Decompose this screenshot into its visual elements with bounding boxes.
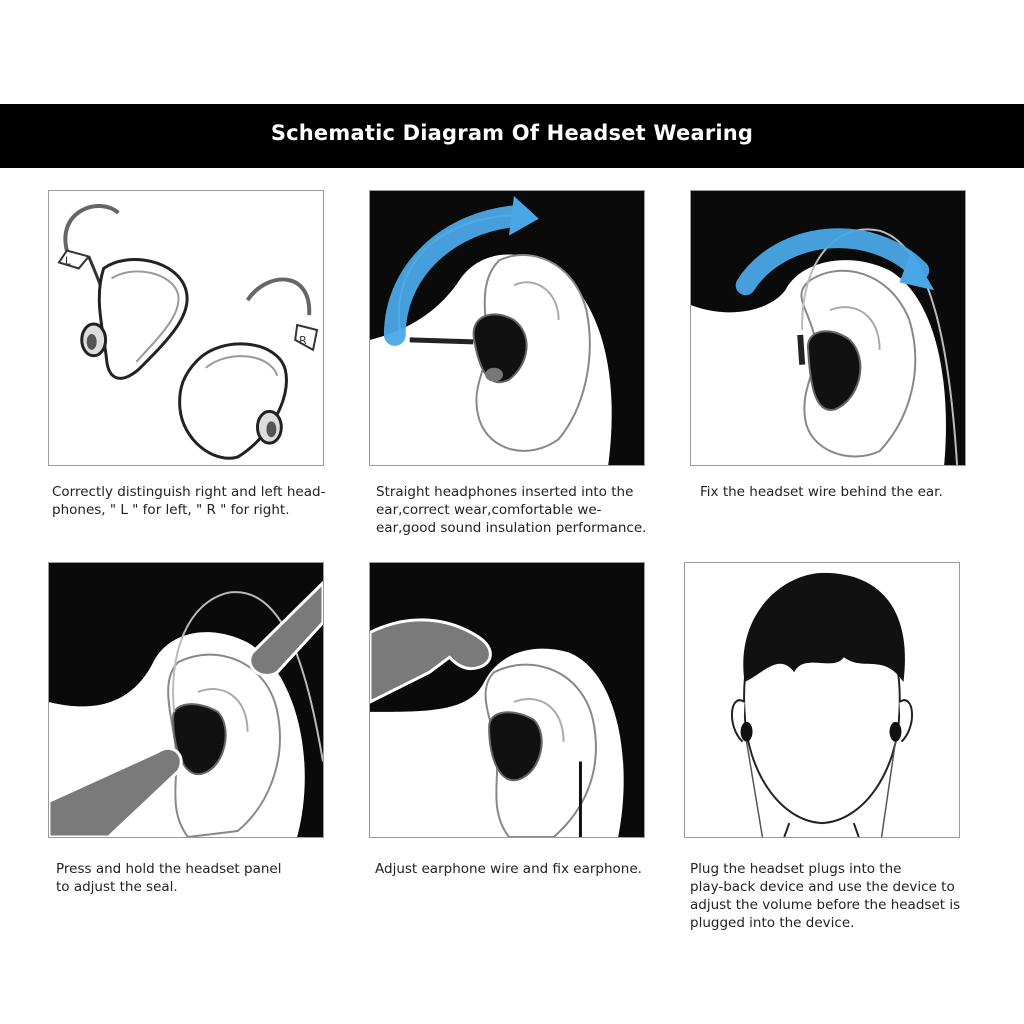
right-mark: R [299,333,307,347]
panel-plug-in [684,562,960,838]
caption-step-5: Adjust earphone wire and fix earphone. [375,861,642,877]
panel-wire-behind-ear [690,190,966,466]
insert-illustration [370,191,644,465]
adjust-illustration [370,563,644,837]
earphones-illustration [49,191,323,465]
caption-step-3: Fix the headset wire behind the ear. [700,484,943,500]
panel-adjust-wire [369,562,645,838]
press-illustration [49,563,323,837]
panel-press-to-seal [48,562,324,838]
wire-illustration [691,191,965,465]
panel-insert-earphone [369,190,645,466]
head-illustration [685,563,959,837]
caption-step-6: Plug the headset plugs into the play-back device and use the device to adjust the volume before the headset is plugged into the device. [690,861,961,931]
panel-identify-left-right [48,190,324,466]
left-mark: L [64,254,71,268]
faint-top-text [530,46,810,60]
caption-step-2: Straight headphones inserted into the ear,correct wear,comfortable we- ear,good sound insulation performance. [376,484,647,536]
diagram-title: Schematic Diagram Of Headset Wearing [270,121,754,145]
caption-step-1: Correctly distinguish right and left head- phones, " L " for left, " R " for right. [52,484,326,518]
title-banner [0,104,1024,168]
caption-step-4: Press and hold the headset panel to adjust the seal. [56,861,282,895]
